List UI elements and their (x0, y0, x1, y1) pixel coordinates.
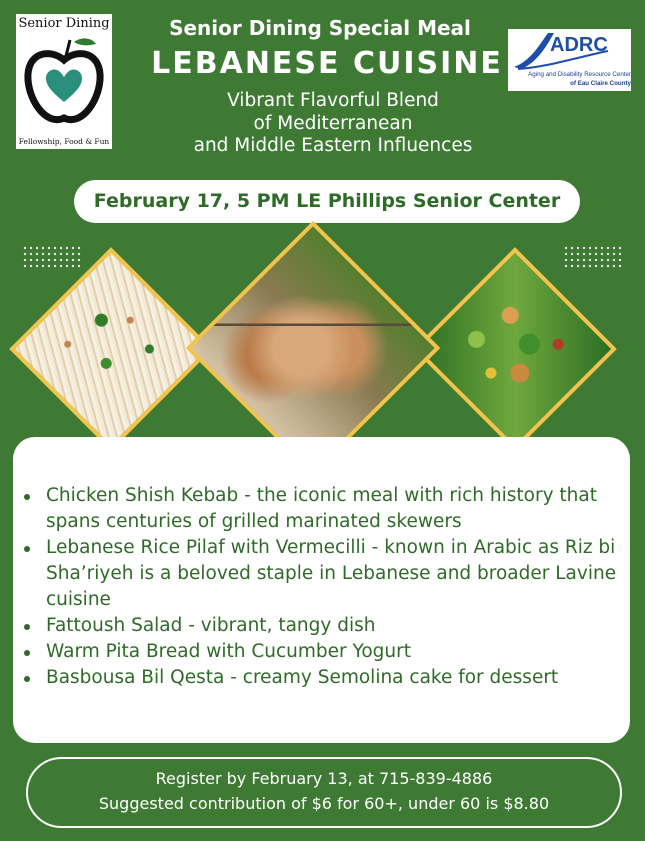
fattoush-salad-photo (413, 247, 617, 451)
menu-item: Basbousa Bil Qesta - creamy Semolina cake for dessert (46, 665, 626, 691)
adrc-county-line: of Eau Claire County (570, 80, 631, 87)
menu-item: Fattoush Salad - vibrant, tangy dish (46, 613, 626, 639)
menu-item: Warm Pita Bread with Cucumber Yogurt (46, 639, 626, 665)
decorative-dots-right (563, 245, 623, 271)
tagline-line: and Middle Eastern Influences (193, 135, 473, 156)
date-location-text: February 17, 5 PM LE Phillips Senior Center (93, 190, 561, 212)
registration-box (26, 757, 622, 828)
apple-heart-icon (22, 34, 106, 129)
tagline-line: Vibrant Flavorful Blend (227, 90, 439, 111)
decorative-dots-left (22, 245, 82, 271)
contribution-text: Suggested contribution of $6 for 60+, under 60 is $8.80 (98, 794, 550, 813)
registration-text: Register by February 13, at 715-839-4886 (155, 769, 493, 788)
tagline-line: of Mediterranean (253, 112, 413, 134)
menu-item: Chicken Shish Kebab - the iconic meal with rich history that spans centuries of grilled marinated skewers (46, 483, 626, 535)
logo-bottom-text: Fellowship, Food & Fun (18, 137, 110, 146)
adrc-name-line: Aging and Disability Resource Center (528, 71, 631, 78)
logo-top-text: Senior Dining (18, 16, 110, 31)
menu-list (46, 483, 626, 691)
date-location-banner (74, 180, 580, 223)
event-subtitle: Senior Dining Special Meal (169, 16, 471, 40)
senior-dining-logo (16, 14, 112, 149)
event-tagline (118, 90, 548, 158)
adrc-brand-text: ADRC (550, 34, 608, 56)
rice-pilaf-photo (9, 247, 213, 451)
menu-item: Lebanese Rice Pilaf with Vermecilli - known in Arabic as Riz bi Sha’riyeh is a beloved staple in Lebanese and broader Lavine cuisine (46, 535, 626, 613)
event-title: LEBANESE CUISINE (151, 46, 503, 81)
